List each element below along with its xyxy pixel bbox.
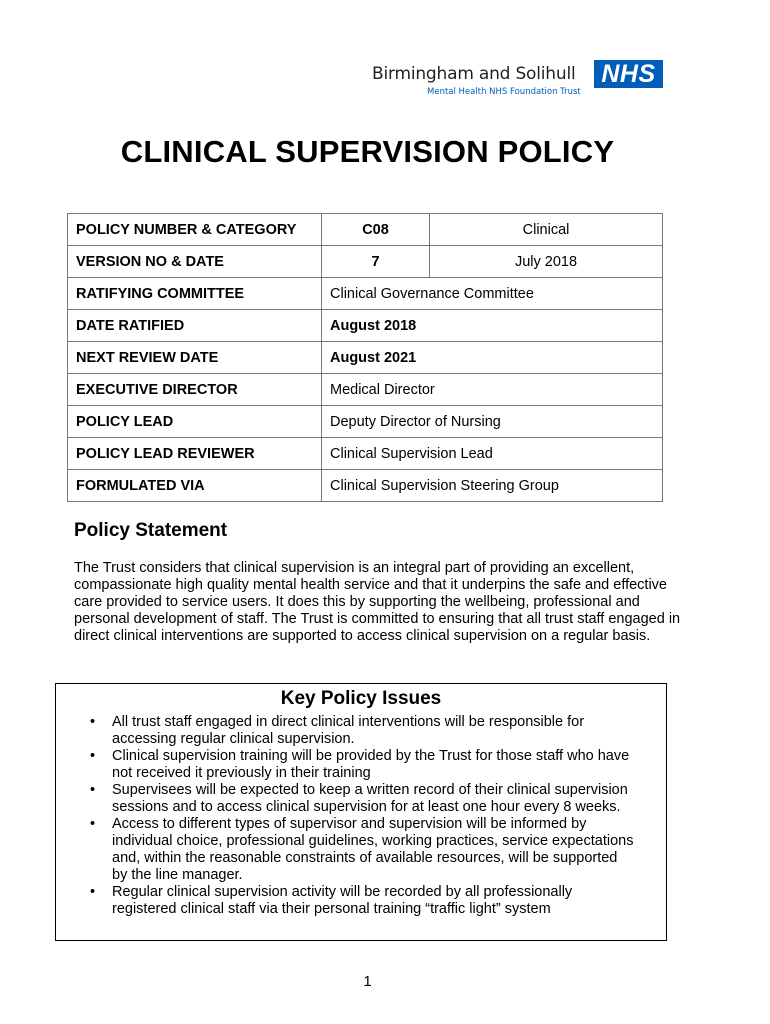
list-item: • Access to different types of supervisor and supervision will be informed by individual choice, professional guidelines, working practices, service expectations and, within the reasonable constraints of available resources, will be supported by the line manager. — [112, 816, 666, 884]
policy-statement-text: The Trust considers that clinical supervision is an integral part of providing an excellent, compassionate high quality mental health service and that it underpins the safe and effective care provided to service users. It does this by supporting the wellbeing, professional and personal development of staff. The Trust is committed to ensuring that all trust staff engaged in direct clinical interventions are supported to access clinical supervision on a regular basis. — [74, 560, 681, 644]
table-row — [68, 246, 663, 278]
policy-statement-heading: Policy Statement — [74, 520, 228, 541]
row-value: Clinical Supervision Steering Group — [322, 470, 663, 502]
table-row — [68, 438, 663, 470]
table-row — [68, 374, 663, 406]
table-row — [68, 470, 663, 502]
row-label: POLICY LEAD — [68, 406, 322, 438]
list-item: • Supervisees will be expected to keep a written record of their clinical supervision sessions and to access clinical supervision for at least one hour every 8 weeks. — [112, 782, 666, 816]
page-title: CLINICAL SUPERVISION POLICY — [120, 134, 615, 169]
row-label: POLICY LEAD REVIEWER — [68, 438, 322, 470]
row-label: POLICY NUMBER & CATEGORY — [68, 214, 322, 246]
row-value: Clinical Supervision Lead — [322, 438, 663, 470]
row-value: Deputy Director of Nursing — [322, 406, 663, 438]
page-number: 1 — [363, 973, 372, 990]
row-label: VERSION NO & DATE — [68, 246, 322, 278]
list-item: • Regular clinical supervision activity will be recorded by all professionally registered clinical staff via their personal training “traffic light” system — [112, 884, 666, 918]
row-label: NEXT REVIEW DATE — [68, 342, 322, 374]
trust-logo — [372, 58, 664, 104]
row-value: Clinical Governance Committee — [322, 278, 663, 310]
row-label: DATE RATIFIED — [68, 310, 322, 342]
row-label: FORMULATED VIA — [68, 470, 322, 502]
row-label: EXECUTIVE DIRECTOR — [68, 374, 322, 406]
row-value: Medical Director — [322, 374, 663, 406]
table-row — [68, 214, 663, 246]
table-row — [68, 406, 663, 438]
org-subtitle: Mental Health NHS Foundation Trust — [427, 87, 581, 97]
nhs-logo-badge: NHS — [594, 60, 663, 88]
version-date: July 2018 — [430, 246, 663, 278]
key-policy-issues-box — [55, 683, 667, 941]
row-label: RATIFYING COMMITTEE — [68, 278, 322, 310]
policy-details-table — [67, 213, 663, 502]
row-value: August 2018 — [322, 310, 663, 342]
key-issues-list — [56, 714, 666, 918]
policy-number: C08 — [322, 214, 430, 246]
version-number: 7 — [322, 246, 430, 278]
key-issues-heading: Key Policy Issues — [280, 688, 442, 709]
policy-category: Clinical — [430, 214, 663, 246]
table-row — [68, 310, 663, 342]
list-item: • All trust staff engaged in direct clinical interventions will be responsible for accessing regular clinical supervision. — [112, 714, 666, 748]
list-item: • Clinical supervision training will be provided by the Trust for those staff who have not received it previously in their training — [112, 748, 666, 782]
org-name: Birmingham and Solihull — [372, 64, 576, 84]
row-value: August 2021 — [322, 342, 663, 374]
table-row — [68, 342, 663, 374]
table-row — [68, 278, 663, 310]
